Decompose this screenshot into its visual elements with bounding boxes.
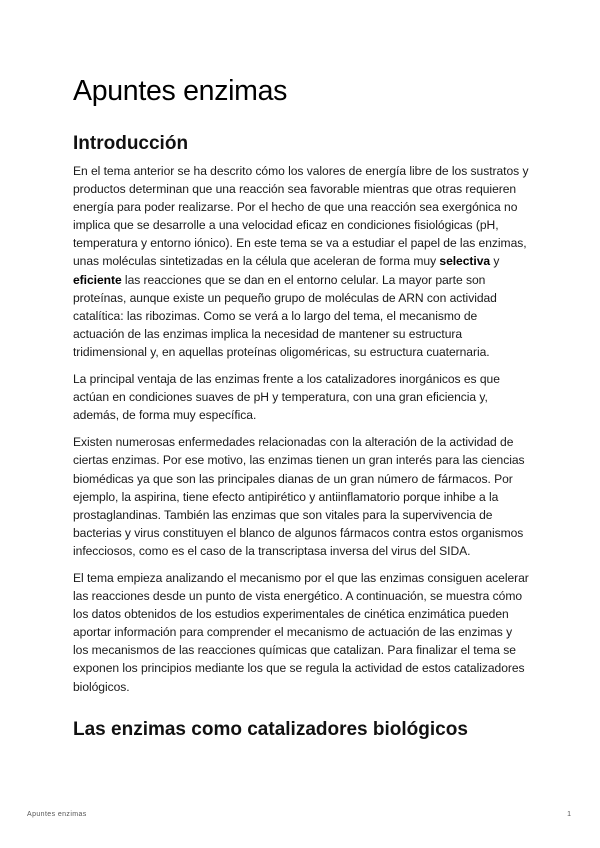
paragraph-3: Existen numerosas enfermedades relacionadas con la alteración de la actividad de ciertas enzimas. Por ese motivo, las enzimas tienen un gran interés para las ciencias biomédicas ya que son las principales dianas de un gran número de fármacos. Por ejemplo, la aspirina, tiene efecto antipirético y antiinflamatorio porque inhibe a la prostaglandinas. También las enzimas que son vitales para la supervivencia de bacterias y virus constituyen el blanco de algunos fármacos contra estos organismos infecciosos, como es el caso de la transcriptasa inversa del virus del SIDA. <box>73 435 525 558</box>
footer-page-number: 1 <box>567 811 571 818</box>
paragraph-1-text-c: y <box>490 254 500 269</box>
paragraph-2: La principal ventaja de las enzimas frente a los catalizadores inorgánicos es que actúan en condiciones suaves de pH y temperatura, con una gran eficiencia y, además, de forma muy específica. <box>73 372 500 423</box>
paragraph-4: El tema empieza analizando el mecanismo por el que las enzimas consiguen acelerar las reacciones desde un punto de vista energético. A continuación, se muestra cómo los datos obtenidos de los estudios experimentales de cinética enzimática pueden aportar información para comprender el mecanismo de actuación de las enzimas y los mecanismos de las reacciones químicas que catalizan. Para finalizar el tema se exponen los principios mediante los que se regula la actividad de estos catalizadores biológicos. <box>73 570 529 694</box>
section-heading-introduccion: Introducción <box>73 133 189 154</box>
paragraph-1-text-a: En el tema anterior se ha descrito cómo los valores de energía libre de los sustratos y productos determinan que una reacción sea favorable mientras que otras requieren energía para poder realizarse. Por el hecho de que una reacción sea exergónica no implica que se desarrolle a una velocidad eficaz en condiciones fisiológicas (pH, temperatura y entorno iónico). En este tema se va a estudiar el papel de las enzimas, unas moléculas sintetizadas en la célula que aceleran de forma muy <box>73 164 529 269</box>
paragraph-1 <box>73 162 529 361</box>
bold-eficiente: eficiente <box>73 272 122 287</box>
section-heading-enzimas-catalizadores: Las enzimas como catalizadores biológicos <box>73 718 468 740</box>
document-title: Apuntes enzimas <box>73 75 288 107</box>
bold-selectiva: selectiva <box>439 254 491 269</box>
footer-document-title: Apuntes enzimas <box>27 811 87 818</box>
page-content <box>73 74 529 742</box>
paragraph-1-text-d: las reacciones que se dan en el entorno celular. La mayor parte son proteínas, aunque existe un pequeño grupo de moléculas de ARN con actividad catalítica: las ribozimas. Como se verá a lo largo del tema, el mecanismo de actuación de las enzimas implica la necesidad de mantener su estructura tridimensional y, en aquellas proteínas oligoméricas, su estructura cuaternaria. <box>73 272 497 359</box>
